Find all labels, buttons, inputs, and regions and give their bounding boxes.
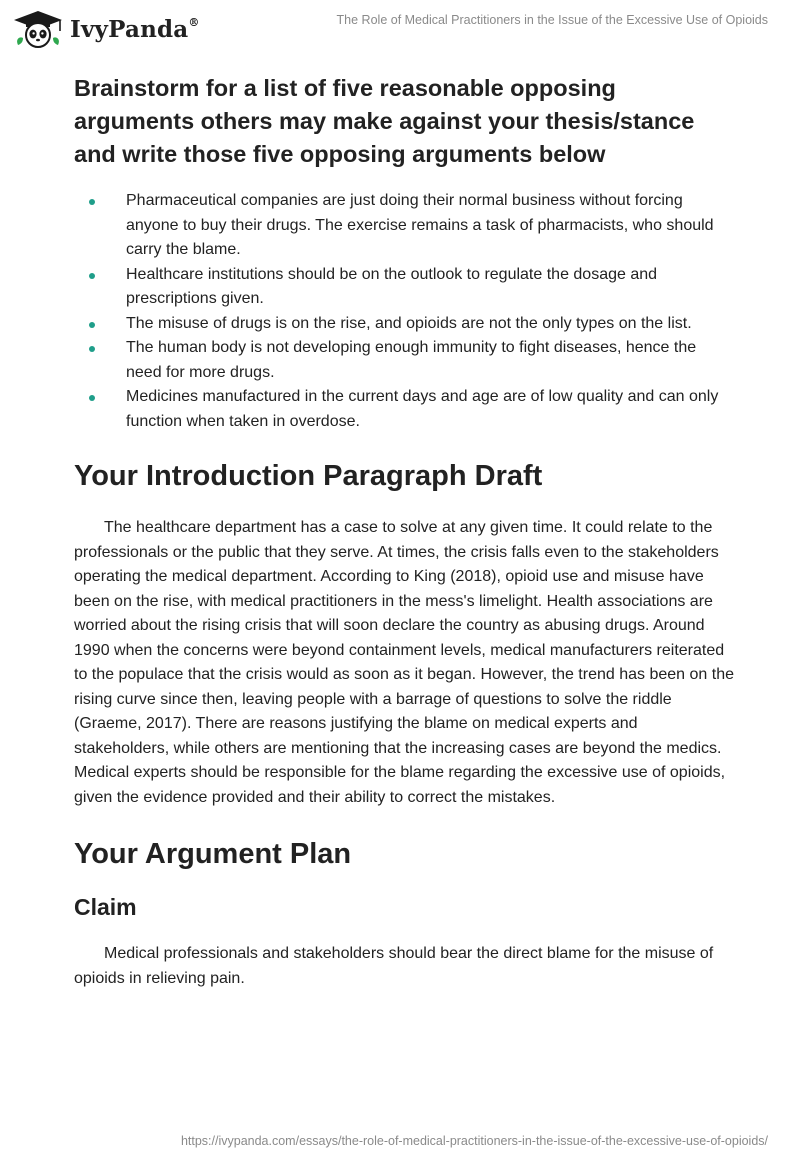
document-title: The Role of Medical Practitioners in the Issue of the Excessive Use of Opioids bbox=[336, 13, 768, 27]
main-content bbox=[74, 72, 734, 991]
introduction-heading: Your Introduction Paragraph Draft bbox=[74, 460, 543, 492]
list-item-text: Medicines manufactured in the current days and age are of low quality and can only function when taken in overdose. bbox=[126, 388, 719, 430]
introduction-paragraph: The healthcare department has a case to solve at any given time. It could relate to the professionals or the public that they serve. At times, the crisis falls even to the stakeholders operating the medical department. According to King (2018), opioid use and misuse have been on the rise, with medical practitioners in the mess's limelight. Health associations are worried about the rising crisis that will soon declare the country as abusing drugs. Around 1990 when the concerns were beyond containment levels, medical manufacturers reiterated to the populace that the crisis would as soon as it began. However, the trend has been on the rising curve since then, leaving people with a barrage of questions to solve the riddle (Graeme, 2017). There are reasons justifying the blame on medical experts and stakeholders, while others are mentioning that the increasing cases are beyond the medics. Medical experts should be responsible for the blame regarding the excessive use of opioids, given the evidence provided and their ability to correct the mistakes. bbox=[74, 519, 734, 806]
panda-graduation-cap-icon bbox=[12, 9, 64, 49]
bullet-icon bbox=[89, 346, 95, 352]
list-item bbox=[74, 189, 734, 263]
claim-paragraph: Medical professionals and stakeholders should bear the direct blame for the misuse of opioids in relieving pain. bbox=[74, 945, 714, 987]
bullet-icon bbox=[89, 273, 95, 279]
page-header bbox=[0, 0, 800, 64]
list-item bbox=[74, 385, 734, 434]
list-item-text: Healthcare institutions should be on the outlook to regulate the dosage and prescriptions given. bbox=[126, 265, 658, 307]
opposing-arguments-list bbox=[74, 189, 734, 434]
list-item-text: The misuse of drugs is on the rise, and opioids are not the only types on the list. bbox=[126, 314, 692, 332]
bullet-icon bbox=[89, 199, 95, 205]
brainstorm-heading: Brainstorm for a list of five reasonable opposing arguments others may make against your thesis/stance and write those five opposing arguments below bbox=[74, 75, 695, 167]
bullet-icon bbox=[89, 322, 95, 328]
list-item-text: Pharmaceutical companies are just doing their normal business without forcing anyone to buy their drugs. The exercise remains a task of pharmacists, who should carry the blame. bbox=[126, 192, 714, 258]
argument-plan-heading: Your Argument Plan bbox=[74, 838, 352, 870]
list-item bbox=[74, 336, 734, 385]
ivypanda-logo[interactable] bbox=[12, 9, 200, 49]
claim-heading: Claim bbox=[74, 894, 137, 920]
list-item bbox=[74, 312, 734, 337]
logo-text bbox=[70, 16, 200, 43]
list-item-text: The human body is not developing enough immunity to fight diseases, hence the need for more drugs. bbox=[126, 339, 697, 381]
bullet-icon bbox=[89, 395, 95, 401]
logo-wordmark: IvyPanda bbox=[70, 15, 189, 43]
list-item bbox=[74, 263, 734, 312]
registered-mark: ® bbox=[188, 15, 200, 29]
source-url[interactable]: https://ivypanda.com/essays/the-role-of-medical-practitioners-in-the-issue-of-the-excessive-use-of-opioids/ bbox=[180, 1134, 768, 1148]
